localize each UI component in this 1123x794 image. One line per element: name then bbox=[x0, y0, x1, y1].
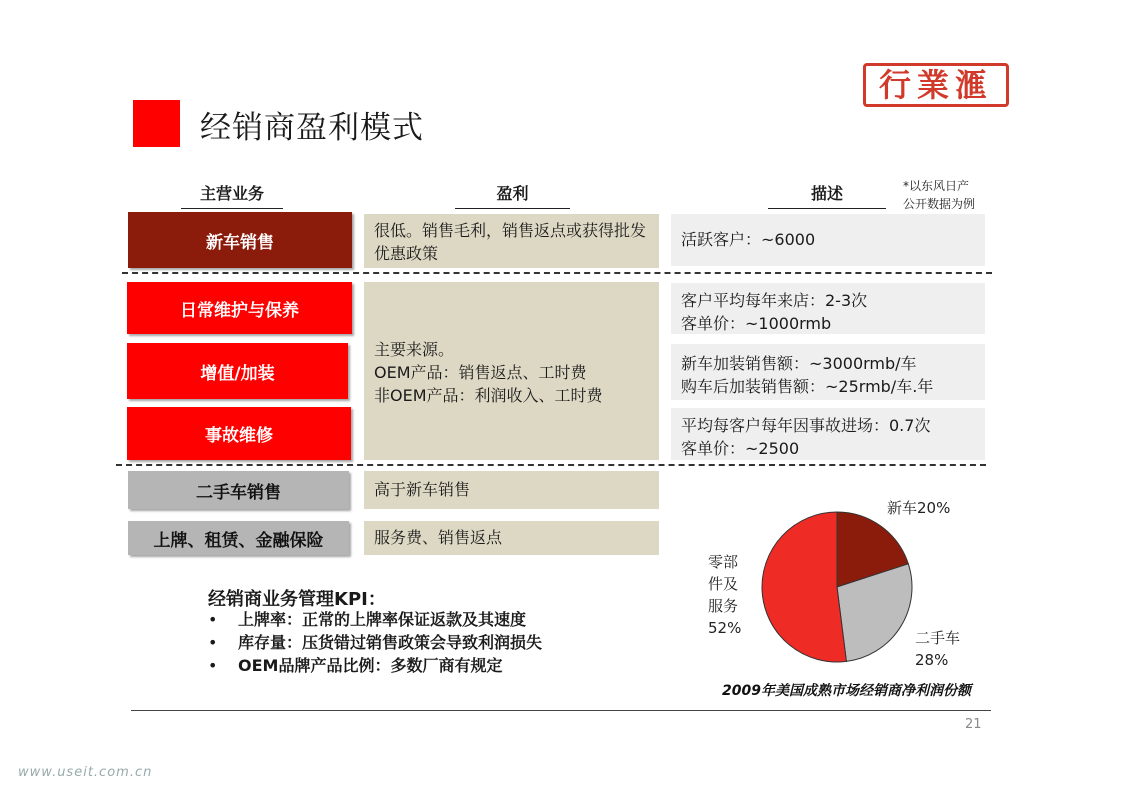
desc-new-car: 活跃客户：~6000 bbox=[671, 214, 985, 266]
section-divider-bottom bbox=[116, 464, 986, 466]
desc-accident-repair: 平均每客户每年因事故进场：0.7次 客单价：~2500 bbox=[671, 408, 985, 460]
desc-value-added: 新车加装销售额：~3000rmb/车 购车后加装销售额：~25rmb/车.年 bbox=[671, 344, 985, 400]
profit-licensing-finance: 服务费、销售返点 bbox=[364, 521, 659, 555]
kpi-item: • 库存量：压货错过销售政策会导致利润损失 bbox=[208, 631, 542, 654]
business-used-car: 二手车销售 bbox=[128, 471, 349, 509]
column-header-profit: 盈利 bbox=[455, 181, 570, 209]
page-number: 21 bbox=[965, 717, 982, 732]
column-header-description: 描述 bbox=[768, 181, 886, 209]
pie-label-new-car: 新车20% bbox=[887, 499, 951, 517]
kpi-item: • OEM品牌产品比例：多数厂商有规定 bbox=[208, 654, 542, 677]
profit-share-pie-chart bbox=[755, 505, 920, 670]
kpi-list bbox=[208, 608, 542, 677]
title-marker bbox=[133, 100, 180, 147]
business-value-added: 增值/加装 bbox=[127, 343, 348, 399]
business-licensing-finance: 上牌、租赁、金融保险 bbox=[128, 521, 349, 555]
desc-maintenance: 客户平均每年来店：2-3次 客单价：~1000rmb bbox=[671, 283, 985, 334]
pie-slice-parts-service bbox=[762, 512, 846, 662]
pie-label-used-car: 二手车 28% bbox=[915, 629, 961, 669]
section-divider-top bbox=[122, 272, 992, 274]
page-title: 经销商盈利模式 bbox=[200, 110, 424, 146]
chart-caption: 2009年美国成熟市场经销商净利润份额 bbox=[722, 683, 971, 699]
brand-logo: 行業滙 bbox=[863, 63, 1009, 107]
watermark: www.useit.com.cn bbox=[18, 765, 153, 780]
pie-label-parts-service: 零部 件及 服务 52% bbox=[708, 553, 742, 637]
business-new-car: 新车销售 bbox=[128, 212, 352, 268]
business-maintenance: 日常维护与保养 bbox=[127, 282, 352, 334]
kpi-title: 经销商业务管理KPI： bbox=[208, 589, 386, 610]
profit-aftermarket-group: 主要来源。 OEM产品：销售返点、工时费 非OEM产品：利润收入、工时费 bbox=[364, 282, 659, 460]
footer-rule bbox=[131, 710, 991, 711]
business-accident-repair: 事故维修 bbox=[127, 407, 351, 460]
profit-used-car: 高于新车销售 bbox=[364, 471, 659, 509]
profit-new-car: 很低。销售毛利，销售返点或获得批发优惠政策 bbox=[364, 214, 659, 268]
column-header-business: 主营业务 bbox=[181, 181, 283, 209]
data-source-note: *以东风日产 公开数据为例 bbox=[903, 179, 976, 211]
kpi-item: • 上牌率：正常的上牌率保证返款及其速度 bbox=[208, 608, 542, 631]
